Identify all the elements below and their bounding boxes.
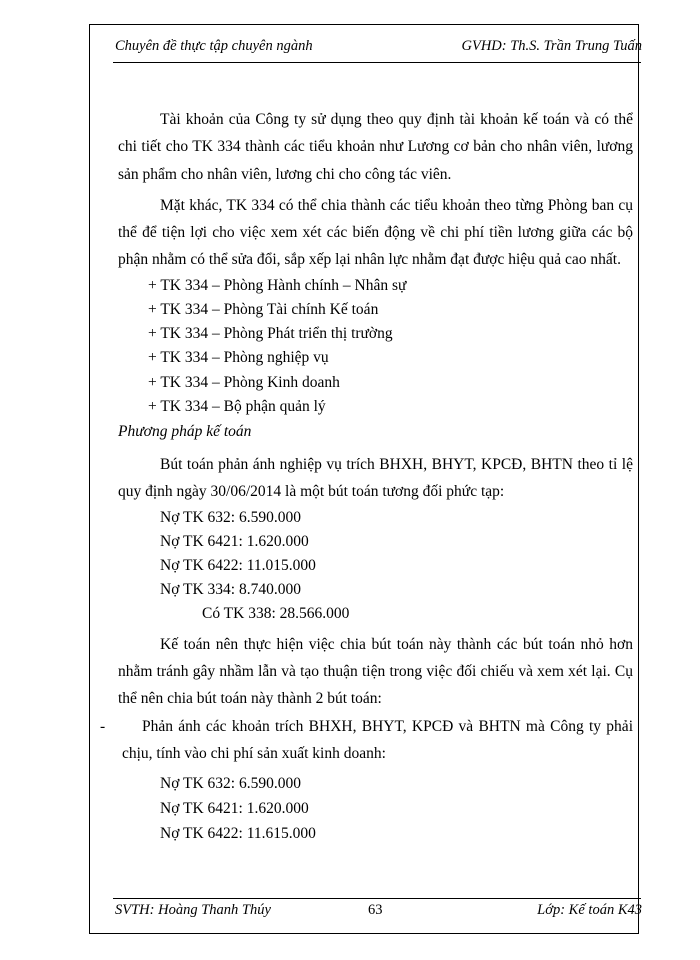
header-topic: Chuyên đề thực tập chuyên ngành	[115, 38, 313, 54]
list-item: + TK 334 – Phòng Kinh doanh	[148, 373, 340, 391]
debit-line: Nợ TK 6421: 1.620.000	[160, 800, 309, 818]
debit-line: Nợ TK 6422: 11.015.000	[160, 557, 316, 574]
dash-marker: -	[100, 717, 106, 735]
header-supervisor: GVHD: Th.S. Trần Trung Tuấn	[461, 38, 642, 54]
paragraph-entry-intro: Bút toán phản ánh nghiệp vụ trích BHXH, BHYT, KPCĐ, BHTN theo tỉ lệ quy định ngày 30/06/2014 là một bút toán tương đối phức tạp:	[118, 456, 633, 501]
paragraph-departments: Mặt khác, TK 334 có thể chia thành các tiểu khoản theo từng Phòng ban cụ thể để tiện lợi cho việc xem xét các biến động về chi phí tiền lương giữa các bộ phận nhằm có thể sửa đổi, sắp xếp lại nhân lực nhằm đạt được hiệu quả cao nhất.	[118, 196, 633, 269]
page-content	[100, 106, 633, 846]
method-heading: Phương pháp kế toán	[118, 423, 252, 440]
footer-class: Lớp: Kế toán K43	[537, 902, 642, 918]
list-item: + TK 334 – Phòng Hành chính – Nhân sự	[148, 276, 407, 294]
paragraph-accounts: Tài khoản của Công ty sử dụng theo quy định tài khoản kế toán và có thể chi tiết cho TK 334 thành các tiểu khoản như Lương cơ bản cho nhân viên, lương sản phẩm cho nhân viên, lương chi cho công tác viên.	[118, 111, 633, 183]
dash-item-text: Phản ánh các khoản trích BHXH, BHYT, KPCĐ và BHTN mà Công ty phải chịu, tính vào chi phí sản xuất kinh doanh:	[122, 717, 633, 762]
list-item: + TK 334 – Phòng Phát triển thị trường	[148, 325, 393, 343]
footer-rule	[113, 898, 641, 899]
list-item: + TK 334 – Phòng Tài chính Kế toán	[148, 300, 379, 318]
header-rule	[113, 62, 641, 63]
dash-list-item	[100, 713, 633, 768]
journal-entry-2	[118, 771, 633, 846]
journal-entry-1	[118, 506, 633, 627]
list-item: + TK 334 – Phòng nghiệp vụ	[148, 349, 329, 367]
credit-line: Có TK 338: 28.566.000	[202, 605, 350, 623]
debit-line: Nợ TK 6422: 11.615.000	[160, 825, 316, 843]
list-item: + TK 334 – Bộ phận quản lý	[148, 397, 326, 415]
sub-account-list	[118, 274, 633, 419]
debit-line: Nợ TK 334: 8.740.000	[160, 581, 301, 599]
debit-line: Nợ TK 632: 6.590.000	[160, 775, 301, 793]
paragraph-split-suggestion: Kế toán nên thực hiện việc chia bút toán này thành các bút toán nhỏ hơn nhằm tránh gây nhầm lẫn và tạo thuận tiện trong việc đối chiếu và xem xét lại. Cụ thể nên chia bút toán này thành 2 bút toán:	[118, 635, 633, 708]
debit-line: Nợ TK 6421: 1.620.000	[160, 532, 309, 550]
debit-line: Nợ TK 632: 6.590.000	[160, 508, 301, 526]
footer-student: SVTH: Hoàng Thanh Thúy	[115, 902, 271, 918]
page-number: 63	[368, 902, 383, 918]
